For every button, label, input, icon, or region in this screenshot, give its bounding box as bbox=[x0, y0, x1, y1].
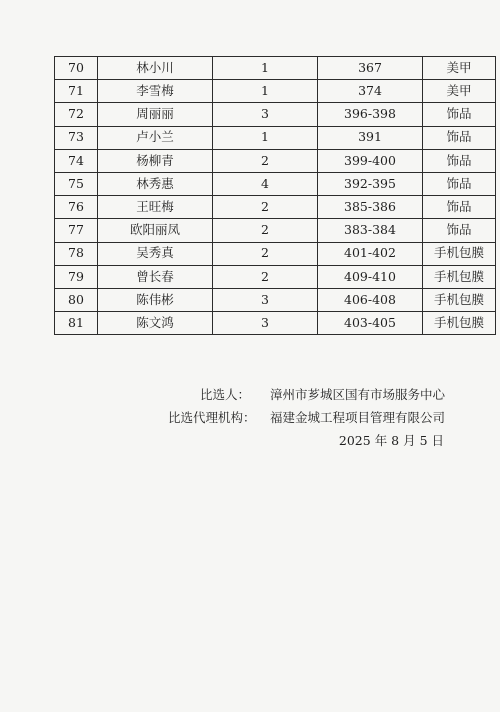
row-category-cell: 饰品 bbox=[423, 126, 496, 149]
row-number-cell: 75 bbox=[55, 172, 98, 195]
row-number-cell: 78 bbox=[55, 242, 98, 265]
selector-value: 漳州市芗城区国有市场服务中心 bbox=[269, 387, 445, 402]
row-quantity-cell: 2 bbox=[213, 242, 318, 265]
table-row bbox=[55, 103, 496, 126]
allocation-table-body bbox=[55, 57, 496, 335]
row-range-cell: 391 bbox=[318, 126, 423, 149]
table-row bbox=[55, 126, 496, 149]
row-range-cell: 367 bbox=[318, 57, 423, 80]
row-range-cell: 392-395 bbox=[318, 172, 423, 195]
row-category-cell: 手机包膜 bbox=[423, 265, 496, 288]
table-row bbox=[55, 242, 496, 265]
row-category-cell: 美甲 bbox=[423, 80, 496, 103]
row-number-cell: 74 bbox=[55, 149, 98, 172]
row-range-cell: 396-398 bbox=[318, 103, 423, 126]
row-category-cell: 饰品 bbox=[423, 219, 496, 242]
row-category-cell: 手机包膜 bbox=[423, 242, 496, 265]
table-row bbox=[55, 288, 496, 311]
row-quantity-cell: 1 bbox=[213, 57, 318, 80]
row-quantity-cell: 2 bbox=[213, 219, 318, 242]
row-range-cell: 401-402 bbox=[318, 242, 423, 265]
row-category-cell: 美甲 bbox=[423, 57, 496, 80]
allocation-table bbox=[54, 56, 496, 335]
row-number-cell: 70 bbox=[55, 57, 98, 80]
row-number-cell: 72 bbox=[55, 103, 98, 126]
document-date: 2025 年 8 月 5 日 bbox=[338, 433, 444, 448]
row-number-cell: 80 bbox=[55, 288, 98, 311]
row-name-cell: 周丽丽 bbox=[98, 103, 213, 126]
row-category-cell: 饰品 bbox=[423, 103, 496, 126]
row-number-cell: 77 bbox=[55, 219, 98, 242]
row-number-cell: 73 bbox=[55, 126, 98, 149]
row-quantity-cell: 4 bbox=[213, 172, 318, 195]
table-row bbox=[55, 149, 496, 172]
table-row bbox=[55, 172, 496, 195]
table-row bbox=[55, 57, 496, 80]
row-name-cell: 欧阳丽凤 bbox=[98, 219, 213, 242]
row-quantity-cell: 2 bbox=[213, 149, 318, 172]
row-quantity-cell: 2 bbox=[213, 196, 318, 219]
agent-value: 福建金城工程项目管理有限公司 bbox=[269, 410, 445, 425]
table-row bbox=[55, 80, 496, 103]
row-quantity-cell: 3 bbox=[213, 288, 318, 311]
row-name-cell: 陈文鸿 bbox=[98, 312, 213, 335]
row-range-cell: 399-400 bbox=[318, 149, 423, 172]
row-name-cell: 李雪梅 bbox=[98, 80, 213, 103]
table-row bbox=[55, 312, 496, 335]
row-range-cell: 406-408 bbox=[318, 288, 423, 311]
row-quantity-cell: 2 bbox=[213, 265, 318, 288]
agent-label: 比选代理机构： bbox=[168, 410, 256, 425]
selector-label: 比选人： bbox=[200, 387, 251, 402]
row-name-cell: 林秀惠 bbox=[98, 172, 213, 195]
table-row bbox=[55, 265, 496, 288]
row-range-cell: 403-405 bbox=[318, 312, 423, 335]
row-name-cell: 杨柳青 bbox=[98, 149, 213, 172]
row-category-cell: 饰品 bbox=[423, 196, 496, 219]
table-row bbox=[55, 196, 496, 219]
row-quantity-cell: 3 bbox=[213, 312, 318, 335]
row-range-cell: 374 bbox=[318, 80, 423, 103]
row-quantity-cell: 1 bbox=[213, 126, 318, 149]
row-number-cell: 79 bbox=[55, 265, 98, 288]
row-range-cell: 385-386 bbox=[318, 196, 423, 219]
row-name-cell: 王旺梅 bbox=[98, 196, 213, 219]
row-number-cell: 76 bbox=[55, 196, 98, 219]
table-row bbox=[55, 219, 496, 242]
row-category-cell: 饰品 bbox=[423, 172, 496, 195]
row-range-cell: 409-410 bbox=[318, 265, 423, 288]
row-category-cell: 手机包膜 bbox=[423, 312, 496, 335]
row-number-cell: 71 bbox=[55, 80, 98, 103]
row-category-cell: 手机包膜 bbox=[423, 288, 496, 311]
row-category-cell: 饰品 bbox=[423, 149, 496, 172]
row-name-cell: 林小川 bbox=[98, 57, 213, 80]
row-quantity-cell: 1 bbox=[213, 80, 318, 103]
row-name-cell: 陈伟彬 bbox=[98, 288, 213, 311]
row-name-cell: 曾长春 bbox=[98, 265, 213, 288]
row-range-cell: 383-384 bbox=[318, 219, 423, 242]
row-name-cell: 吴秀真 bbox=[98, 242, 213, 265]
row-number-cell: 81 bbox=[55, 312, 98, 335]
row-quantity-cell: 3 bbox=[213, 103, 318, 126]
row-name-cell: 卢小兰 bbox=[98, 126, 213, 149]
